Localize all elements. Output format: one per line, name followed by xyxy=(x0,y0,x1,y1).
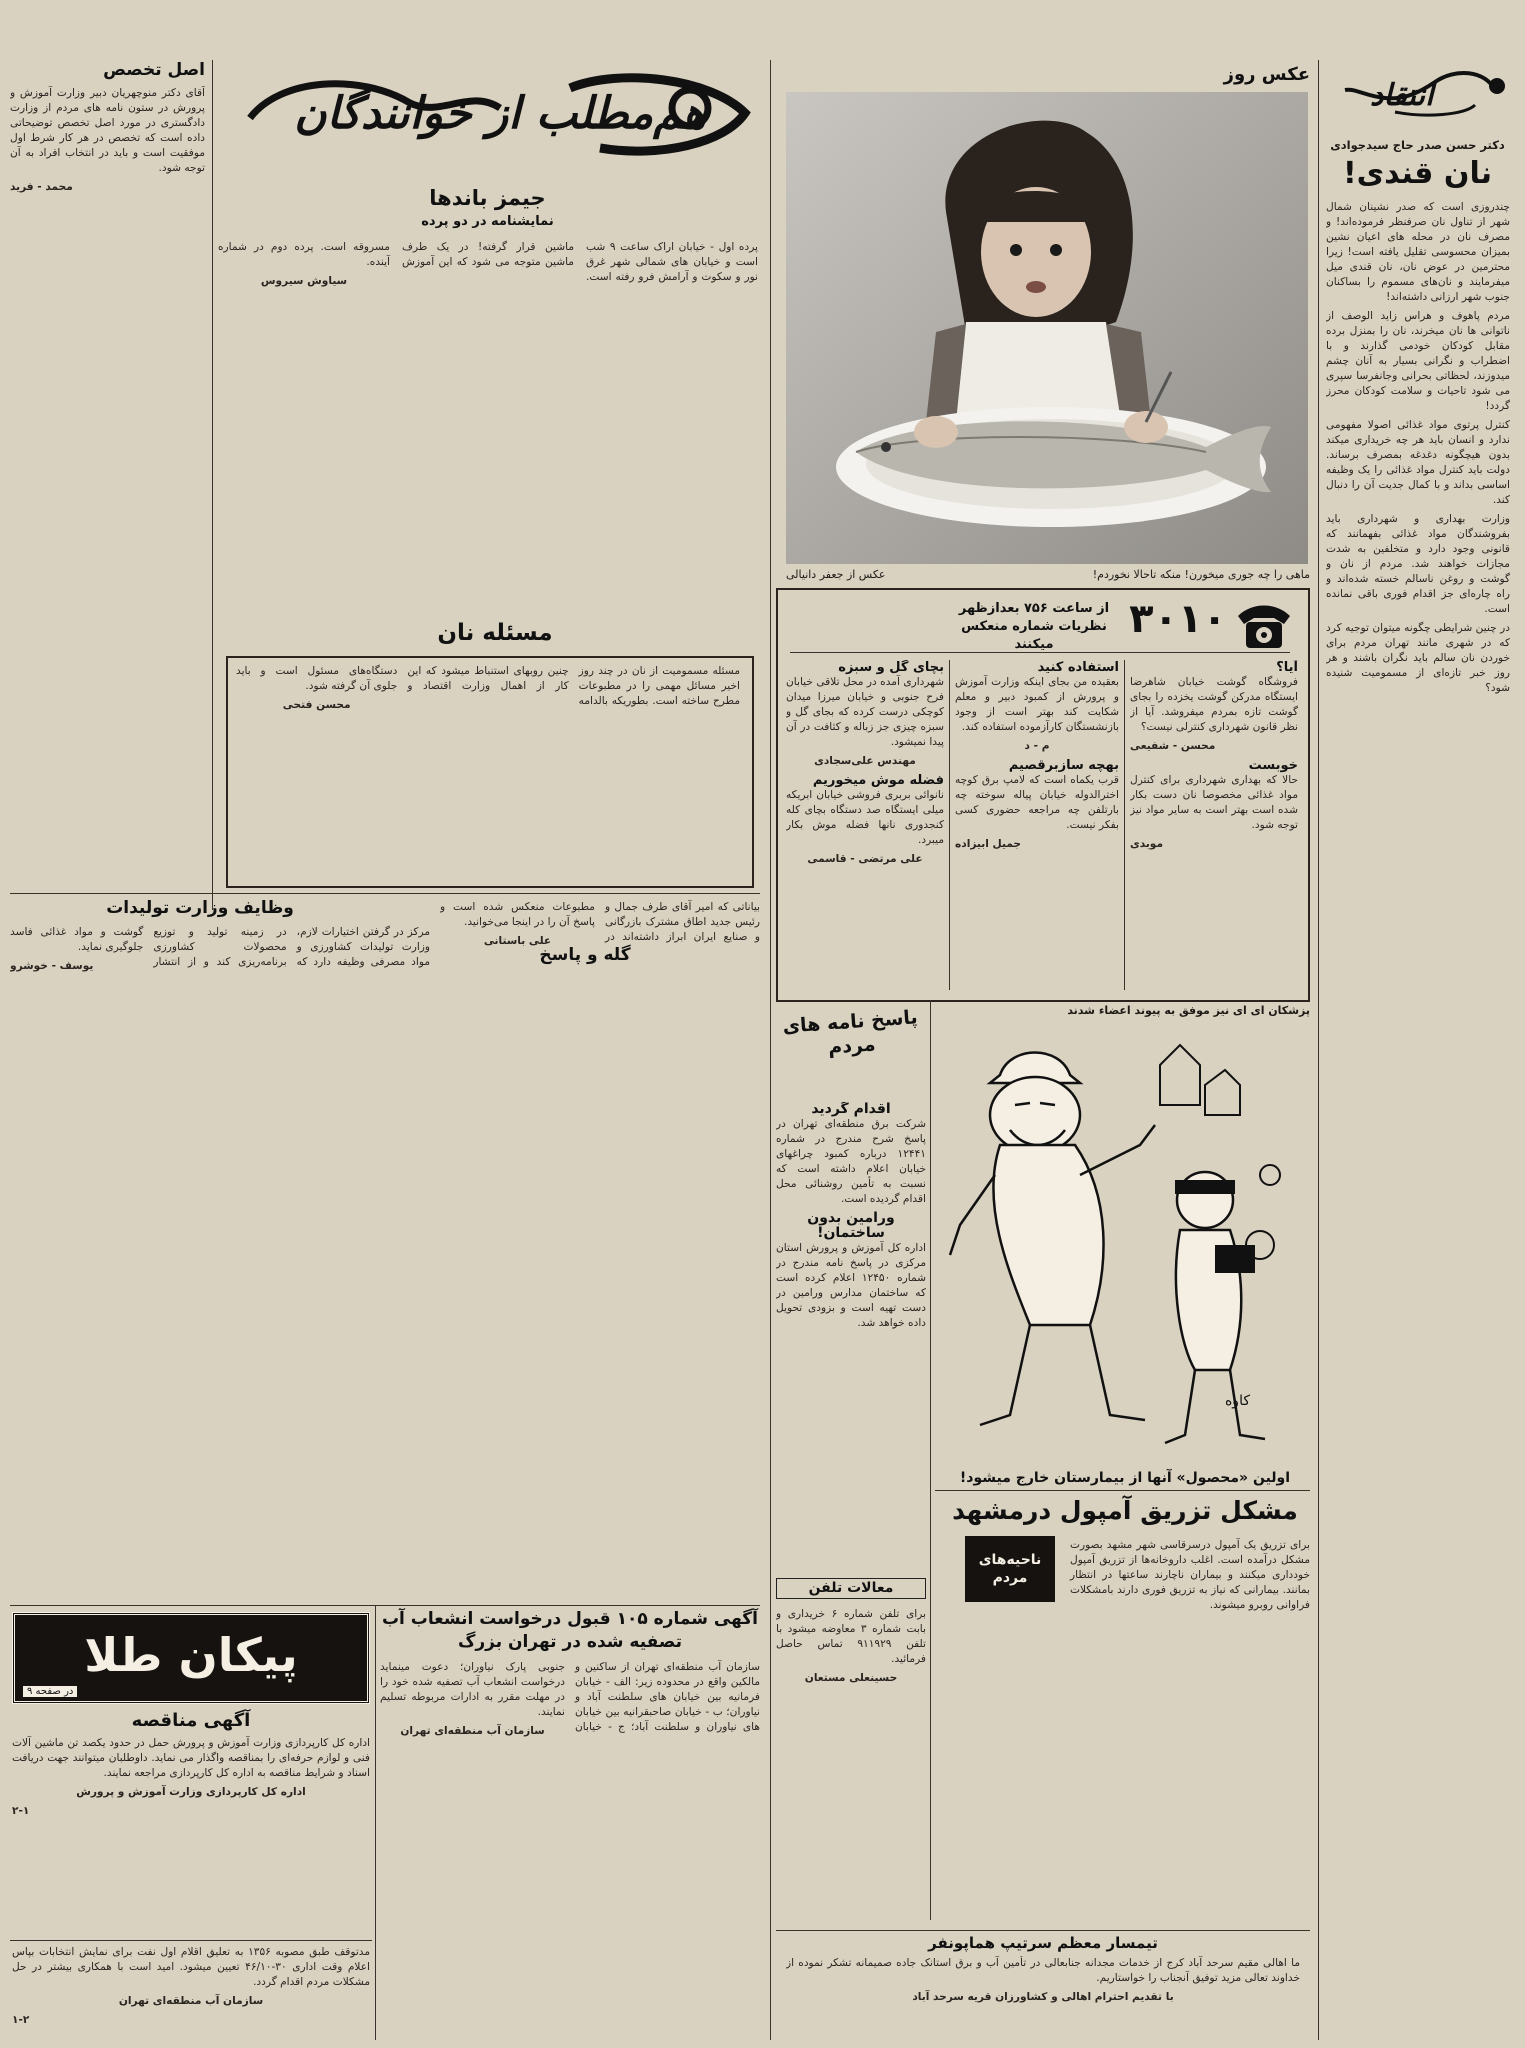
editorial-paragraph: وزارت بهداری و شهرداری باید بفروشندگان مواد غذائی بفهمانند که قانونی وجود دارد و متخلفین به شدت مجازات خواهند شد. مردم از نان و گوشت و روغن ناسالم خسته شده‌اند و راه چاره‌ای جز اقدام فوری باقی نمانده است. xyxy=(1326,513,1510,615)
admin-notice-footer: سازمان آب منطقه‌ای تهران xyxy=(118,1995,264,2007)
pasokh-title: پاسخ نامه های مردم xyxy=(781,1006,919,1059)
phone-column xyxy=(786,660,944,990)
phone-item-title: استفاده کنید xyxy=(1037,660,1119,675)
tender-title: آگهی مناقصه xyxy=(131,1710,251,1731)
phone-item-sign: علی مرتضی - قاسمی xyxy=(807,853,923,865)
pasokh-phone-text: برای تلفن شماره ۶ خریداری و بابت شماره ۳ معاوضه میشود با تلفن ۹۱۱۹۲۹ تماس حاصل فرمائید. xyxy=(776,1608,926,1665)
pasokh-item-text: اداره کل آموزش و پرورش استان مرکزی در پاسخ نامه مندرج در شماره ۱۲۴۵۰ اعلام کرده است که ساختمان مدارس ورامین در دست تهیه است و بزودی تحویل داده خواهد شد. xyxy=(776,1242,926,1329)
movie-author: سیاوش سیروس xyxy=(260,275,348,287)
phone-item-title: فضله موش میخوریم xyxy=(812,773,944,788)
admin-notice-code: ۱-۲ xyxy=(12,2014,30,2026)
specialty-body xyxy=(10,86,205,886)
editorial-paragraph: کنترل پرتوی مواد غذائی اصولا مفهومی ندارد و انسان باید هر چه خریداری میکند بدون هیچگونه دغدغه بمصرف برساند. دولت باید کنترل مواد غذائی را یک وظیفه اساسی بداند و با کمال جدیت آن را دنبال کند. xyxy=(1326,419,1510,506)
qa-text: بیاناتی که امیر آقای طرف جمال و رئیس جدید اطاق مشترک بازرگانی و صنایع ایران ابراز داشته‌اند در مطبوعات منعکس شده است و پاسخ آن را در اینجا می‌خوانید. xyxy=(440,901,760,943)
section-divider xyxy=(10,1605,760,1606)
masthead xyxy=(240,58,760,178)
column-divider xyxy=(375,1605,376,2040)
editorial-title: نان قندی! xyxy=(1343,156,1492,191)
gold-banner xyxy=(12,1612,370,1704)
column-divider xyxy=(1318,60,1319,2040)
specialty-text: آقای دکتر منوچهریان دبیر وزارت آموزش و پرورش در ستون نامه های مردم از وزارت دادگستری در مورد اصل تخصص توضیحاتی داده است که تخصص در هر کار شرط اول موفقیت است و باید در انتخاب افراد به آن توجه شود. xyxy=(10,87,205,174)
phone-column xyxy=(1130,660,1298,990)
tender-footer: اداره کل کارپردازی وزارت آموزش و پرورش xyxy=(76,1786,306,1798)
gold-banner-title: پیکان طلا xyxy=(84,1628,298,1682)
pasokh-footer: معالات تلفن xyxy=(776,1578,926,1599)
pasokh-item-title: اقدام گردید xyxy=(811,1102,891,1117)
specialty-author: محمد - فرید xyxy=(10,181,73,193)
cartoon-top-caption: پزشکان ای ای نیز موفق به پیوند اعضاء شدند xyxy=(1067,1004,1310,1017)
column-divider xyxy=(770,60,771,2040)
phone-item-title: آیا؟ xyxy=(1276,660,1298,675)
logo-text: انتقاد xyxy=(1370,78,1434,113)
water-notice-footer: سازمان آب منطقه‌ای تهران xyxy=(400,1725,545,1737)
phone-box-divider xyxy=(790,652,1290,653)
specialty-title: اصل تخصص xyxy=(103,60,205,80)
ampoule-badge-label: ناحیه‌های مردم xyxy=(978,1552,1042,1586)
phone-item-title: بچای گل و سبزه xyxy=(838,660,944,675)
doctor-byline: دکتر حسن صدر حاج سیدجوادی xyxy=(1330,138,1505,152)
gold-banner-note: در صفحه ۹ xyxy=(23,1686,77,1697)
hospital-text: ما اهالی مقیم سرحد آباد کرج از خدمات مجدانه جنابعالی در تأمین آب و برق استانک جاده صمیمانه تشکر نموده از خداوند تعالی مزید توفیق آنجناب را خواستاریم. xyxy=(786,1957,1300,1984)
ampoule-text: برای تزریق یک آمپول درسرقاسی شهر مشهد بصورت مشکل درآمده است. اغلب داروخانه‌ها از تزریق آمپول خودداری میکنند و بیماران ناچارند ساعتها در انتظار بمانند. بیمارانی که نیاز به تزریق فوری دارند بامشکلات فراوانی روبرو میشوند. xyxy=(1070,1539,1310,1611)
phone-item-text: شهرداری آمده در محل تلاقی خیابان فرح جنوبی و خیابان میرزا میدان کوچکی درست کرده که بجای گل و سبزه چیزی جز زباله و کثافت در آن پیدا نمیشود. xyxy=(786,676,944,748)
phone-item-sign: محسن - شفیعی xyxy=(1130,740,1216,752)
pasokh-phone-note xyxy=(776,1578,926,1918)
admin-notice-text: مدتوقف طبق مصوبه ۱۳۵۶ به تعلیق اقلام اول نفت برای نمایش انتخابات بپاس اعلام وقت اداری ۳۰-۴۶/۱۰ تعیین میشود. امید است با همکاری بیشتر در حل مشکلات مردم اقدام گردد. xyxy=(12,1946,370,1988)
phone-number: ۳۰۱۰ xyxy=(1129,596,1227,642)
production-title: وظایف وزارت تولیدات xyxy=(106,898,294,918)
qa-author: علی باستانی xyxy=(483,935,552,947)
editorial-paragraph: چندروزی است که صدر نشینان شمال شهر از تناول نان صرفنظر فرموده‌اند! و مصرف نان در محله های اعیان نشین بمیزان محسوسی تقلیل یافته است! زیرا محترمین در عوض نان، نان قندی میل میفرمایند و نان‌های مسموم را بساکنان جنوب شهر ارزانی داشته‌اند! xyxy=(1326,201,1510,303)
pasokh-body xyxy=(776,1102,926,1562)
pasokh-logo xyxy=(776,1006,926,1070)
phone-item-sign: موبدی xyxy=(1130,838,1164,850)
qa-title: گله و پاسخ xyxy=(539,945,631,965)
phone-item-text: قرب یکماه است که لامپ برق کوچه اخترالدوله خیابان پیاله سوخته چه بارتلفن چه مراجعه حضوری کسی بفکر نیست. xyxy=(955,774,1119,831)
bread-body xyxy=(236,664,740,878)
movie-body xyxy=(218,240,758,620)
cartoon-divider xyxy=(935,1490,1310,1491)
editorial-paragraph: در چنین شرایطی چگونه میتوان توجیه کرد که در شهری مانند تهران مردم برای خوردن نان سالم باید نگران باشند و هر روز خبر تازه‌ای از مسمومیت شنیده شود؟ xyxy=(1326,622,1510,694)
water-notice-text: سازمان آب منطقه‌ای تهران از ساکنین و مالکین واقع در محدوده زیر: الف - خیابان فرمانیه بین خیابان های سلطنت آباد و نیاوران؛ ب - خیابان صاحبقرانیه بین خیابان های نیاوران و سلطنت آباد؛ ج - خیابان جنوبی پارک نیاوران؛ دعوت مینماید درخواست انشعاب آب تصفیه شده خود را در مهلت مقرر به ادارات مربوطه تسلیم نمایند. xyxy=(380,1661,760,1733)
section-divider xyxy=(10,893,760,894)
photo-of-day xyxy=(786,92,1308,564)
phone-item-title: خوبست xyxy=(1248,758,1298,773)
hospital-sign: با تقدیم احترام اهالی و کشاورزان قریه سرحد آباد xyxy=(912,1991,1174,2003)
hospital-body xyxy=(786,1956,1300,2044)
tender-body xyxy=(12,1736,370,1936)
movie-text: پرده اول - خیابان اراک ساعت ۹ شب است و خیابان های شمالی شهر غرق نور و سکوت و آرامش فرو رفته است. ماشین قرار گرفته! در یک طرف ماشین متوجه می شود که این آموزش مسروقه است. پرده دوم در شماره آینده. xyxy=(218,241,758,283)
phone-box-header: از ساعت ۷۵۶ بعدازظهر نظریات شماره منعکس میکنند xyxy=(958,601,1110,652)
phone-item-sign: مهندس علی‌سجادی xyxy=(814,755,916,767)
photo-of-day-title: عکس روز xyxy=(1223,64,1310,85)
phone-item-text: حالا که بهداری شهرداری برای کنترل مواد غذائی مخصوصا نان دست بکار شده است بهتر است به سایر مواد نیز توجه شود. xyxy=(1130,774,1298,831)
qa-body xyxy=(440,900,760,1600)
pasokh-item-title: ورامین بدون ساختمان! xyxy=(807,1210,895,1241)
production-author: یوسف - خوشرو xyxy=(10,960,94,972)
water-notice-body xyxy=(380,1660,760,1990)
phone-item-sign: جمیل ابیزاده xyxy=(955,838,1022,850)
water-notice-title: آگهی شماره ۱۰۵ قبول درخواست انشعاب آب تصفیه شده در تهران بزرگ xyxy=(381,1609,759,1652)
production-text: مرکز در گرفتن اختیارات لازم، وزارت تولیدات کشاورزی و مواد مصرفی وظیفه دارد که در زمینه تولید و توزیع محصولات کشاورزی برنامه‌ریزی کند و از انتشار گوشت و مواد غذائی فاسد جلوگیری نماید. xyxy=(10,926,430,968)
phone-item-text: نانوائی بربری فروشی خیابان ابریکه میلی ایستگاه صد دستگاه بچای کله کنجدوری نانها فضله موش بکار میبرد. xyxy=(786,789,944,846)
phone-icon xyxy=(1232,598,1296,652)
admin-notice-body xyxy=(12,1945,370,2040)
column-divider xyxy=(212,60,213,910)
pasokh-sign: حسینعلی مستعان xyxy=(804,1672,898,1684)
column-divider xyxy=(930,1000,931,1920)
production-body xyxy=(10,925,430,1595)
phone-item-text: بعقیده من بجای اینکه وزارت آموزش و پرورش از کمبود دبیر و معلم شکایت کند بهتر است از وجود بازنشستگان کارآزموده استفاده کند. xyxy=(955,676,1119,733)
ampoule-title: مشکل تزریق آمپول درمشهد xyxy=(952,1496,1298,1525)
phone-column-divider xyxy=(1124,660,1125,990)
ampoule-body xyxy=(940,1538,1310,1922)
editorial-paragraph: مردم پاهوف و هراس زاید الوصف از ناتوانی ها نان میخرند، نان را بمنزل برده مقابل کودکان خودمی گذارند و با اضطراب و نگرانی بسیار به آنان چشم میدوزند، لحظاتی بحرانی وجانفرسا سپری می شود تاحیات و سلامت کودکان محرز گردد! xyxy=(1326,310,1510,412)
bread-text: مسئله مسمومیت از نان در چند روز اخیر مسائل مهمی را در مطبوعات مطرح ساخته است. بطوریکه بالدامه چنین روبهای استنباط میشود که این کار از اهمال وزارت اقتصاد و دستگاه‌های مسئول است و باید جلوی آن گرفته شود. xyxy=(236,665,740,707)
masthead-title: هم‌مطلب از خوانندگان xyxy=(294,88,706,139)
section-divider xyxy=(10,1940,372,1941)
editorial-logo xyxy=(1325,60,1510,130)
cartoon-illustration xyxy=(940,1025,1310,1465)
pasokh-item-text: شرکت برق منطقه‌ای تهران در پاسخ شرح مندرج در شماره ۱۲۴۴۱ درباره کمبود چراغهای خیابان اعلام داشته است که نسبت به تأمین روشنائی محل اقدام گردیده است. xyxy=(776,1118,926,1205)
phone-item-text: فروشگاه گوشت خیابان شاهرضا ایستگاه مدرکن گوشت یخزده را بجای گوشت تازه بمردم میفروشد. آیا از نظر قانون شهرداری کنترلی نیست؟ xyxy=(1130,676,1298,733)
bread-author: محسن فتحی xyxy=(282,699,351,711)
photo-caption: ماهی را چه جوری میخورن! منکه تاحالا نخوردم! xyxy=(1092,568,1310,581)
section-divider xyxy=(776,1930,1310,1931)
editorial-body xyxy=(1326,200,1510,2040)
phone-item-sign: م - د xyxy=(1024,740,1050,752)
phone-column-divider xyxy=(949,660,950,990)
hospital-title: تیمسار معظم سرتیپ هماپونفر xyxy=(928,1934,1158,1952)
photo-credit: عکس از جعفر دانیالی xyxy=(786,568,886,581)
cartoon-bottom-caption: اولین «محصول» آنها از بیمارستان خارج میشود! xyxy=(959,1470,1291,1486)
phone-item-title: بهچه سازبرقصیم xyxy=(1008,758,1119,773)
movie-title: جیمز باندها xyxy=(429,186,546,210)
tender-code: ۲-۱ xyxy=(12,1805,30,1817)
tender-text: اداره کل کارپردازی وزارت آموزش و پرورش حمل در حدود یکصد تن ماشین آلات فنی و لوازم حرفه‌ای را بمناقصه واگذار می نماید. داوطلبان میتوانند جهت دریافت اسناد و شرایط مناقصه به اداره کل کارپردازی مراجعه نمایند. xyxy=(12,1737,370,1779)
svg-text:کاوه: کاوه xyxy=(1224,1393,1250,1409)
phone-column xyxy=(955,660,1119,990)
movie-subtitle: نمایشنامه در دو پرده xyxy=(421,214,554,229)
bread-title: مسئله نان xyxy=(437,620,553,646)
